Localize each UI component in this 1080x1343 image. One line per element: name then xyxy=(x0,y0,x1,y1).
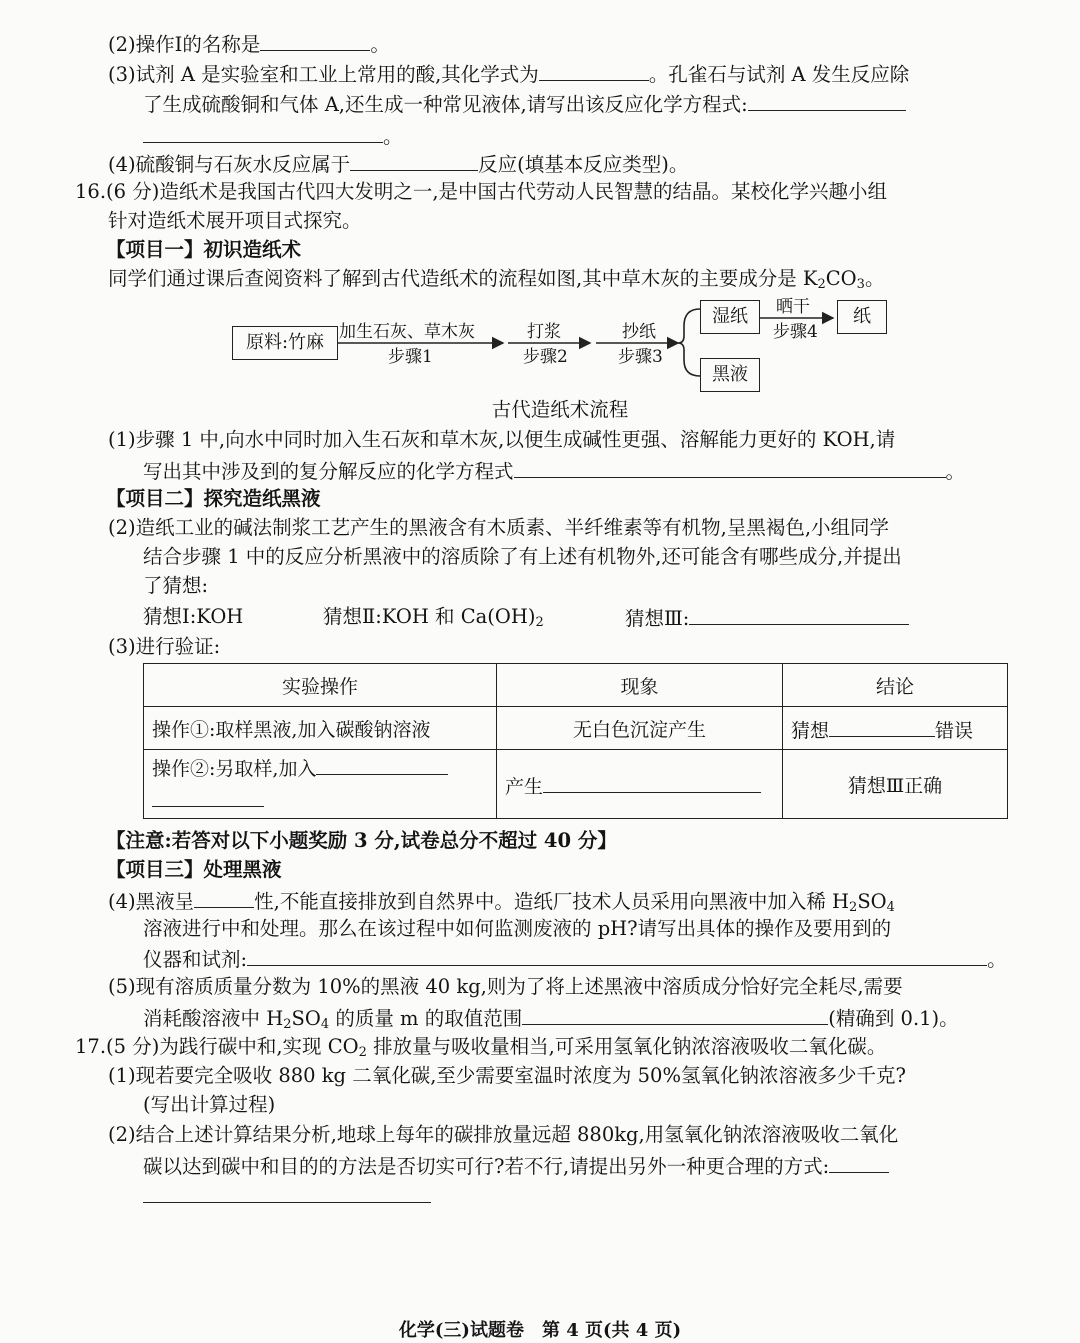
q15-part3-line2: 了生成硫酸铜和气体 A,还生成一种常见液体,请写出该反应化学方程式: xyxy=(143,88,906,120)
header-phenomenon: 现象 xyxy=(497,664,783,707)
q17-part2-line3 xyxy=(143,1180,431,1212)
row1-operation: 操作①:取样黑液,加入碳酸钠溶液 xyxy=(144,707,497,750)
dry-label: 晒干 xyxy=(776,297,810,317)
q16-part2-line3: 了猜想: xyxy=(143,574,209,597)
bonus-note: 【注意:若答对以下小题奖励 3 分,试卷总分不超过 40 分】 xyxy=(106,829,617,852)
step4-name: 步骤4 xyxy=(773,322,818,342)
answer-blank[interactable] xyxy=(829,1150,889,1173)
answer-blank[interactable] xyxy=(247,943,987,966)
page-footer: 化学(三)试题卷 第 4 页(共 4 页) xyxy=(398,1320,682,1341)
black-liquor-box: 黑液 xyxy=(700,358,760,392)
q16-part2-line2: 结合步骤 1 中的反应分析黑液中的溶质除了有上述有机物外,还可能含有哪些成分,并提出 xyxy=(143,545,902,568)
answer-blank[interactable] xyxy=(152,784,264,807)
row2-phenomenon: 产生 xyxy=(497,750,783,819)
step2-name: 步骤2 xyxy=(523,347,568,367)
q16-part1-line1: (1)步骤 1 中,向水中同时加入生石灰和草木灰,以便生成碱性更强、溶解能力更好的 KOH,请 xyxy=(108,428,896,451)
guess-1: 猜想Ⅰ:KOH xyxy=(143,605,244,628)
project2-heading: 【项目二】探究造纸黑液 xyxy=(106,487,321,510)
guess-2: 猜想Ⅱ:KOH 和 $Ca(OH)_2$ xyxy=(323,605,544,630)
q16-part3: (3)进行验证: xyxy=(108,635,221,658)
answer-blank[interactable] xyxy=(316,752,448,775)
project3-heading: 【项目三】处理黑液 xyxy=(106,858,282,881)
q17-part1-line2: (写出计算过程) xyxy=(143,1093,276,1116)
step1-label: 加生石灰、草木灰 xyxy=(339,322,475,342)
row2-conclusion: 猜想Ⅲ正确 xyxy=(783,750,1008,819)
paper-box: 纸 xyxy=(837,300,887,334)
experiment-table xyxy=(143,663,1008,819)
q17-part2-line1: (2)结合上述计算结果分析,地球上每年的碳排放量远超 880kg,用氢氧化钠浓溶液吸收二氧化 xyxy=(108,1123,899,1146)
answer-blank[interactable] xyxy=(514,455,946,478)
answer-blank[interactable] xyxy=(543,770,761,793)
q16-part4-line3: 仪器和试剂: 。 xyxy=(143,943,1007,975)
step1-name: 步骤1 xyxy=(388,347,433,367)
q15-part3-line1: (3)试剂 A 是实验室和工业上常用的酸,其化学式为 。孔雀石与试剂 A 发生反应除 xyxy=(108,58,909,90)
q17-part2-line2: 碳以达到碳中和目的的方法是否切实可行?若不行,请提出另外一种更合理的方式: xyxy=(143,1150,889,1182)
q17-part1-line1: (1)现若要完全吸收 880 kg 二氧化碳,至少需要室温时浓度为 50%氢氧化钠浓溶液多少千克? xyxy=(108,1064,906,1087)
wet-paper-box: 湿纸 xyxy=(700,300,760,334)
q16-intro-line1: 16.(6 分)造纸术是我国古代四大发明之一,是中国古代劳动人民智慧的结晶。某校化学兴趣小组 xyxy=(75,180,888,203)
project1-text: 同学们通过课后查阅资料了解到古代造纸术的流程如图,其中草木灰的主要成分是 $K_2CO_3$。 xyxy=(108,267,885,292)
q17-intro: 17.(5 分)为践行碳中和,实现 $CO_2$ 排放量与吸收量相当,可采用氢氧化钠浓溶液吸收二氧化碳。 xyxy=(75,1035,887,1060)
answer-blank[interactable] xyxy=(829,714,935,737)
flow-caption: 古代造纸术流程 xyxy=(491,398,629,421)
q16-part1-line2: 写出其中涉及到的复分解反应的化学方程式 。 xyxy=(143,455,965,487)
header-operation: 实验操作 xyxy=(144,664,497,707)
q16-part5-line2: 消耗酸溶液中 $H_2SO_4$ 的质量 m 的取值范围 (精确到 0.1)。 xyxy=(143,1002,959,1034)
header-conclusion: 结论 xyxy=(783,664,1008,707)
guess-3: 猜想Ⅲ: xyxy=(625,602,909,634)
project1-heading: 【项目一】初识造纸术 xyxy=(106,238,302,261)
row1-conclusion: 猜想 错误 xyxy=(783,707,1008,750)
beat-label: 打浆 xyxy=(527,322,561,342)
row2-operation: 操作②:另取样,加入 xyxy=(144,750,497,819)
q16-intro-line2: 针对造纸术展开项目式探究。 xyxy=(108,209,362,232)
copy-label: 抄纸 xyxy=(622,322,656,342)
q16-part5-line1: (5)现有溶质质量分数为 10%的黑液 40 kg,则为了将上述黑液中溶质成分恰好完全耗尽,需要 xyxy=(108,975,903,998)
q16-part4-line1: (4)黑液呈 性,不能直接排放到自然界中。造纸厂技术人员采用向黑液中加入稀 $H_2SO_4$ xyxy=(108,885,895,917)
row1-phenomenon: 无白色沉淀产生 xyxy=(497,707,783,750)
q15-part4: (4)硫酸铜与石灰水反应属于 反应(填基本反应类型)。 xyxy=(108,148,688,180)
q15-part3-line3: 。 xyxy=(143,120,403,152)
q15-part2: (2)操作Ⅰ的名称是 。 xyxy=(108,28,390,60)
raw-material-box: 原料:竹麻 xyxy=(232,326,338,360)
answer-blank[interactable] xyxy=(689,602,909,625)
q16-part2-line1: (2)造纸工业的碱法制浆工艺产生的黑液含有木质素、半纤维素等有机物,呈黑褐色,小组同学 xyxy=(108,516,890,539)
step3-name: 步骤3 xyxy=(618,347,663,367)
answer-blank[interactable] xyxy=(194,885,254,908)
q16-part4-line2: 溶液进行中和处理。那么在该过程中如何监测废液的 pH?请写出具体的操作及要用到的 xyxy=(143,917,892,940)
answer-blank[interactable] xyxy=(522,1002,828,1025)
answer-blank[interactable] xyxy=(143,1180,431,1203)
